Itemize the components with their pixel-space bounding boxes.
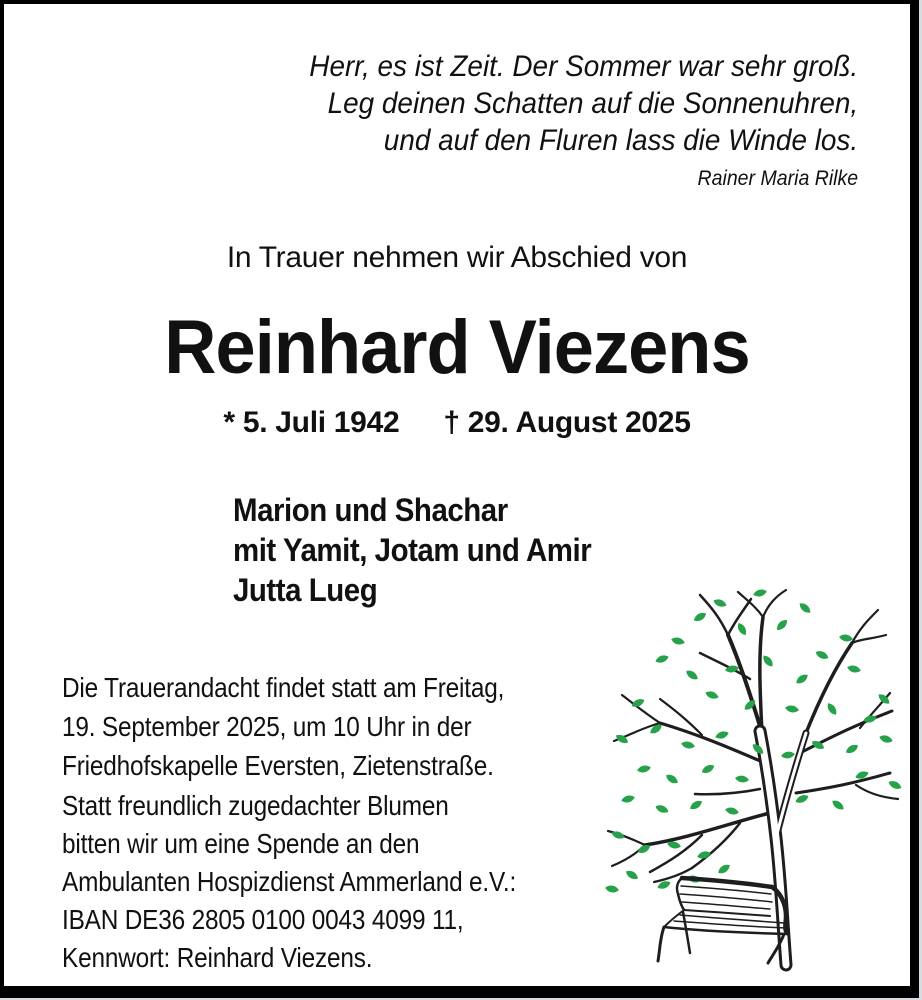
deceased-name: Reinhard Viezens <box>164 305 750 390</box>
text-line: Jutta Lueg <box>233 572 378 608</box>
life-dates <box>4 404 910 442</box>
tree-bench-illustration <box>600 583 905 973</box>
announcement-intro: In Trauer nehmen wir Abschied von <box>226 241 688 274</box>
text-line: Herr, es ist Zeit. Der Sommer war sehr groß. <box>309 50 858 83</box>
bench-illustration <box>658 878 788 963</box>
text-line: bitten wir um eine Spende an den <box>62 828 420 859</box>
service-info <box>62 668 504 785</box>
donation-info <box>62 787 516 977</box>
text-line: Ambulanten Hospizdienst Ammerland e.V.: <box>62 866 517 897</box>
text-line: Die Trauerandacht findet statt am Freitag, <box>62 672 505 703</box>
text-line: und auf den Fluren lass die Winde los. <box>383 124 858 157</box>
text-line: Kennwort: Reinhard Viezens. <box>62 942 373 973</box>
tree-branches <box>608 590 898 965</box>
text-line: Statt freundlich zugedachter Blumen <box>62 790 449 821</box>
text-line: 19. September 2025, um 10 Uhr in der <box>62 711 472 742</box>
text-line: Marion und Shachar <box>233 492 508 528</box>
text-line: Leg deinen Schatten auf die Sonnenuhren, <box>327 87 859 120</box>
poem-attribution: Rainer Maria Rilke <box>697 167 858 190</box>
text-line: Friedhofskapelle Eversten, Zietenstraße. <box>62 750 494 781</box>
poem-lines <box>309 48 858 159</box>
obituary-content <box>4 4 910 986</box>
poem-quote <box>309 48 858 192</box>
birth-date: * 5. Juli 1942 <box>223 406 400 439</box>
text-line: mit Yamit, Jotam und Amir <box>233 532 592 568</box>
death-date: † 29. August 2025 <box>443 406 691 439</box>
text-line: IBAN DE36 2805 0100 0043 4099 11, <box>62 904 464 935</box>
mourners-list <box>233 490 591 610</box>
